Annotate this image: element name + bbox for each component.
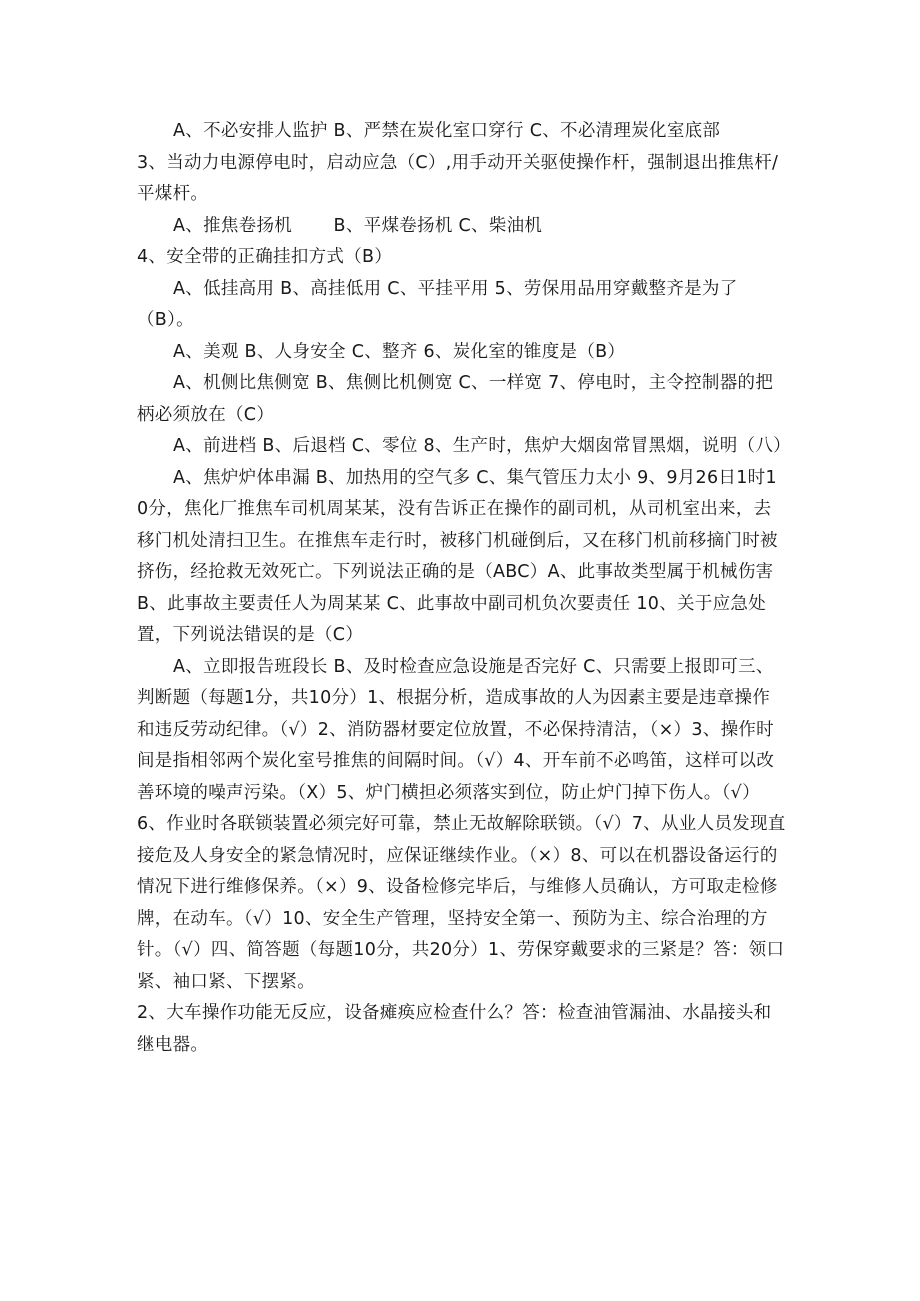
- question-2-options: A、不必安排人监护 B、严禁在炭化室口穿行 C、不必清理炭化室底部: [173, 121, 721, 141]
- question-4: 4、安全带的正确挂扣方式（B）: [137, 247, 393, 267]
- question-5-options-question-6: A、美观 B、人身安全 C、整齐 6、炭化室的锥度是（B）: [173, 341, 626, 362]
- question-7-options-question-8: A、前进档 B、后退档 C、零位 8、生产时，焦炉大烟囱常冒黑烟，说明（八）: [173, 436, 791, 456]
- question-8-options-question-9-10: A、焦炉炉体串漏 B、加热用的空气多 C、集气管压力太小 9、9月26日1时10分，焦化厂推焦车司机周某某，没有告诉正在操作的副司机，从司机室出来，去移门机处清扫卫生。在推焦车走行时，被移门机碰倒后，又在移门机前移摘门时被挤伤，经抢救无效死亡。下列说法正确的是（ABC）A、此事故类型属于机械伤害 B、此事故主要责任人为周某某 C、此事故中副司机负次要责任 10、关于应急处置，下列说法错误的是（C）: [137, 467, 778, 645]
- document-body: [137, 116, 791, 1061]
- question-6-options-question-7: A、机侧比焦侧宽 B、焦侧比机侧宽 C、一样宽 7、停电时，主令控制器的把柄必须放在（C）: [137, 373, 774, 425]
- question-3: 3、当动力电源停电时，启动应急（C）,用手动开关驱使操作杆，强制退出推焦杆/平煤杆。: [137, 152, 779, 204]
- short-answer-question-2: 2、大车操作功能无反应，设备瘫痪应检查什么？答：检查油管漏油、水晶接头和继电器。: [137, 1003, 772, 1055]
- question-3-options: A、推焦卷扬机 B、平煤卷扬机 C、柴油机: [173, 215, 543, 236]
- question-10-options-judgement-section: A、立即报告班段长 B、及时检查应急设施是否完好 C、只需要上报即可三、判断题（每题1分，共10分）1、根据分析，造成事故的人为因素主要是违章操作和违反劳动纪律。（√）2、消防器材要定位放置，不必保持清洁，（×）3、操作时间是指相邻两个炭化室号推焦的间隔时间。（√）4、开车前不必鸣笛，这样可以改善环境的噪声污染。（X）5、炉门横担必须落实到位，防止炉门掉下伤人。（√）6、作业时各联锁装置必须完好可靠，禁止无故解除联锁。（√）7、从业人员发现直接危及人身安全的紧急情况时，应保证继续作业。（×）8、可以在机器设备运行的情况下进行维修保养。（×）9、设备检修完毕后，与维修人员确认，方可取走检修牌，在动车。（√）10、安全生产管理，坚持安全第一、预防为主、综合治理的方针。（√）四、简答题（每题10分，共20分）1、劳保穿戴要求的三紧是？答：领口紧、袖口紧、下摆紧。: [137, 656, 786, 992]
- question-4-options-question-5: A、低挂高用 B、高挂低用 C、平挂平用 5、劳保用品用穿戴整齐是为了（B）。: [137, 278, 738, 330]
